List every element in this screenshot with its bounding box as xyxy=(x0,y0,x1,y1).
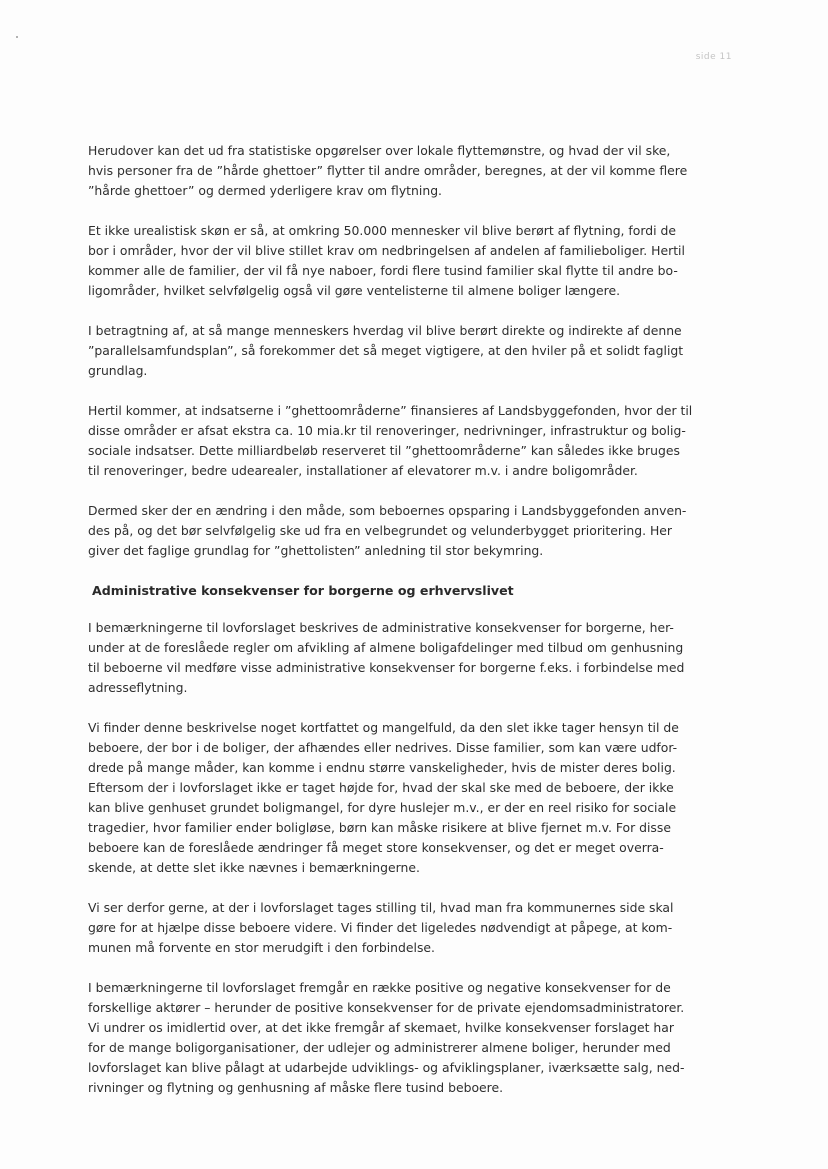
paragraph-line: beboere kan de foreslåede ændringer få meget store konsekvenser, og det er meget overra- xyxy=(88,840,664,855)
paragraph xyxy=(88,501,733,561)
paragraph-line: ”hårde ghettoer” og dermed yderligere krav om flytning. xyxy=(88,183,442,198)
paragraph-line: I bemærkningerne til lovforslaget fremgår en række positive og negative konsekvenser for de xyxy=(88,980,671,995)
paragraph-line: under at de foreslåede regler om afvikling af almene boligafdelinger med tilbud om genhusning xyxy=(88,640,684,655)
paragraph-line: forskellige aktører – herunder de positive konsekvenser for de private ejendomsadministratorer. xyxy=(88,1000,685,1015)
paragraph-line: Eftersom der i lovforslaget ikke er taget højde for, hvad der skal ske med de beboere, der ikke xyxy=(88,780,674,795)
paragraph xyxy=(88,401,733,481)
paragraph-line: Hertil kommer, at indsatserne i ”ghettoområderne” finansieres af Landsbyggefonden, hvor der til xyxy=(88,403,693,418)
paragraph-line: sociale indsatser. Dette milliardbeløb reserveret til ”ghettoområderne” kan således ikke bruges xyxy=(88,443,680,458)
paragraph-line: skende, at dette slet ikke nævnes i bemærkningerne. xyxy=(88,860,420,875)
paragraph-line: bor i områder, hvor der vil blive stillet krav om nedbringelsen af andelen af familieboliger. Hertil xyxy=(88,243,685,258)
section-heading: Administrative konsekvenser for borgerne og erhvervslivet xyxy=(92,583,514,598)
paragraph-line: grundlag. xyxy=(88,363,148,378)
document-body xyxy=(88,141,733,1118)
paragraph xyxy=(88,978,733,1098)
paragraph-line: for de mange boligorganisationer, der udlejer og administrerer almene boliger, herunder med xyxy=(88,1040,671,1055)
paragraph-line: disse områder er afsat ekstra ca. 10 mia.kr til renoveringer, nedrivninger, infrastruktur og bolig- xyxy=(88,423,686,438)
paragraph-line: tragedier, hvor familier ender boligløse, børn kan måske risikere at blive fjernet m.v. For disse xyxy=(88,820,671,835)
paragraph xyxy=(88,718,733,878)
paragraph-line: rivninger og flytning og genhusning af måske flere tusind beboere. xyxy=(88,1080,504,1095)
paragraph-line: hvis personer fra de ”hårde ghettoer” flytter til andre områder, beregnes, at der vil komme flere xyxy=(88,163,688,178)
paragraphs-after-heading xyxy=(88,618,733,1098)
paragraph-line: beboere, der bor i de boliger, der afhændes eller nedrives. Disse familier, som kan være udfor- xyxy=(88,740,678,755)
paragraph-line: Herudover kan det ud fra statistiske opgørelser over lokale flyttemønstre, og hvad der vil ske, xyxy=(88,143,671,158)
paragraph-line: I betragtning af, at så mange menneskers hverdag vil blive berørt direkte og indirekte af denne xyxy=(88,323,682,338)
paragraph-line: ligområder, hvilket selvfølgelig også vil gøre ventelisterne til almene boliger længere. xyxy=(88,283,621,298)
paragraph xyxy=(88,898,733,958)
paragraph-line: I bemærkningerne til lovforslaget beskrives de administrative konsekvenser for borgerne, her- xyxy=(88,620,674,635)
scan-speck xyxy=(16,36,18,38)
paragraph xyxy=(88,321,733,381)
paragraph-line: gøre for at hjælpe disse beboere videre. Vi finder det ligeledes nødvendigt at påpege, at kom- xyxy=(88,920,673,935)
paragraph-line: kommer alle de familier, der vil få nye naboer, fordi flere tusind familier skal flytte til andre bo- xyxy=(88,263,678,278)
paragraph-line: Et ikke urealistisk skøn er så, at omkring 50.000 mennesker vil blive berørt af flytning, fordi de xyxy=(88,223,676,238)
paragraph-line: giver det faglige grundlag for ”ghettolisten” anledning til stor bekymring. xyxy=(88,543,544,558)
paragraph-line: des på, og det bør selvfølgelig ske ud fra en velbegrundet og velunderbygget prioritering. Her xyxy=(88,523,673,538)
paragraph-line: Vi undrer os imidlertid over, at det ikke fremgår af skemaet, hvilke konsekvenser forslaget har xyxy=(88,1020,674,1035)
paragraph-line: til beboerne vil medføre visse administrative konsekvenser for borgerne f.eks. i forbindelse med xyxy=(88,660,685,675)
paragraph xyxy=(88,618,733,698)
paragraph-line: munen må forvente en stor merudgift i den forbindelse. xyxy=(88,940,435,955)
paragraph-line: til renoveringer, bedre udearealer, installationer af elevatorer m.v. i andre boligområder. xyxy=(88,463,638,478)
paragraphs-before-heading xyxy=(88,141,733,561)
paragraph-line: Vi ser derfor gerne, at der i lovforslaget tages stilling til, hvad man fra kommunernes side skal xyxy=(88,900,674,915)
paragraph-line: kan blive genhuset grundet boligmangel, for dyre huslejer m.v., er der en reel risiko for sociale xyxy=(88,800,677,815)
paragraph-line: adresseflytning. xyxy=(88,680,188,695)
paragraph-line: Dermed sker der en ændring i den måde, som beboernes opsparing i Landsbyggefonden anven- xyxy=(88,503,687,518)
paragraph-line: Vi finder denne beskrivelse noget kortfattet og mangelfuld, da den slet ikke tager hensyn til de xyxy=(88,720,679,735)
paragraph-line: ”parallelsamfundsplan”, så forekommer det så meget vigtigere, at den hviler på et solidt fagligt xyxy=(88,343,684,358)
paragraph xyxy=(88,141,733,201)
paragraph-line: lovforslaget kan blive pålagt at udarbejde udviklings- og afviklingsplaner, iværksætte salg, ned- xyxy=(88,1060,685,1075)
paragraph xyxy=(88,221,733,301)
page-number: side 11 xyxy=(695,52,732,62)
paragraph-line: drede på mange måder, kan komme i endnu større vanskeligheder, hvis de mister deres bolig. xyxy=(88,760,676,775)
